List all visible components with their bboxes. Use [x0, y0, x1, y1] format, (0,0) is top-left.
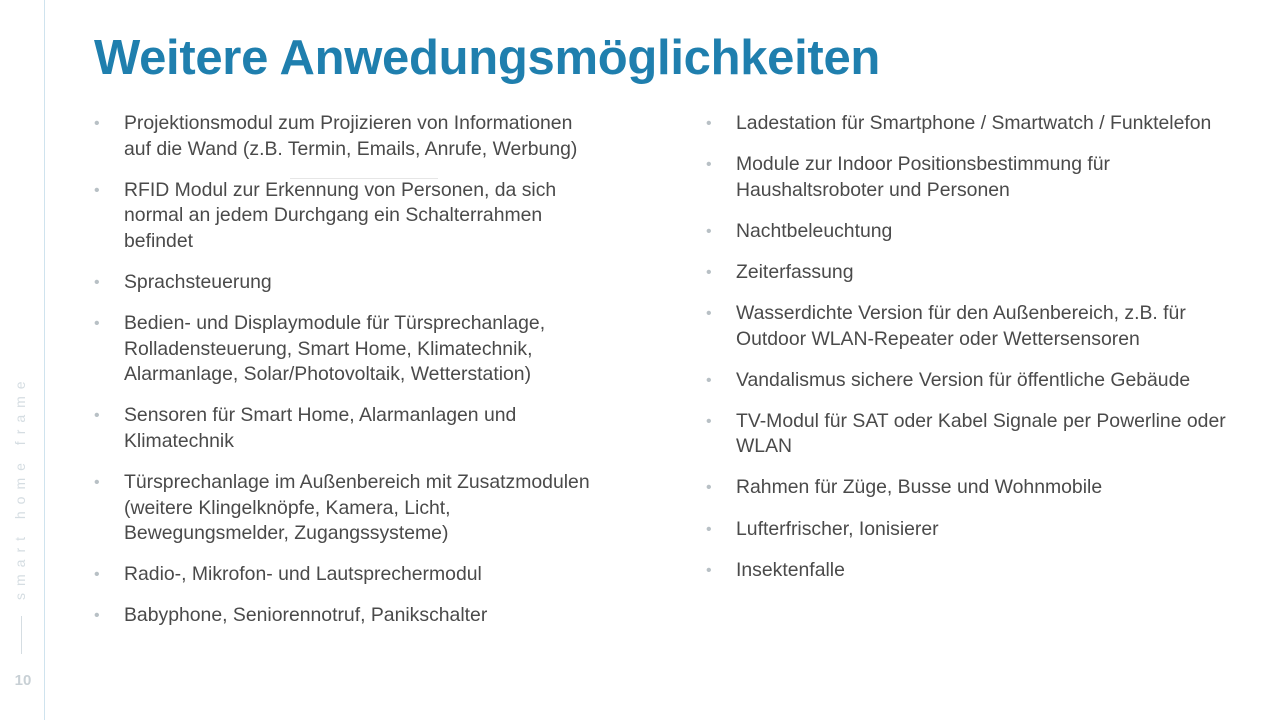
bullet-icon: • — [706, 263, 712, 281]
list-item-text: RFID Modul zur Erkennung von Personen, da sich normal an jedem Durchgang ein Schalterrahmen befindet — [124, 178, 557, 252]
list-item — [706, 368, 1236, 394]
bullet-icon: • — [706, 561, 712, 579]
list-item-text: Projektionsmodul zum Projizieren von Informationen auf die Wand (z.B. Termin, Emails, Anrufe, Werbung) — [124, 112, 578, 160]
list-item-text: Rahmen für Züge, Busse und Wohnmobile — [736, 476, 1103, 499]
bullet-icon: • — [706, 371, 712, 389]
bullet-icon: • — [706, 412, 712, 430]
list-item-text: Lufterfrischer, Ionisierer — [736, 517, 939, 540]
bullet-icon: • — [94, 115, 100, 132]
bullet-icon: • — [706, 304, 712, 322]
bullet-icon: • — [94, 181, 100, 199]
list-item — [94, 270, 594, 296]
side-divider-line — [44, 0, 45, 720]
list-item-text: Radio-, Mikrofon- und Lautsprechermodul — [124, 563, 482, 586]
bullet-icon: • — [706, 520, 712, 538]
list-item-text: Wasserdichte Version für den Außenbereich, z.B. für Outdoor WLAN-Repeater oder Wettersensoren — [736, 301, 1186, 350]
bullet-icon: • — [94, 566, 100, 584]
bullet-icon: • — [706, 156, 712, 174]
list-item — [706, 260, 1236, 286]
list-item-text: Zeiterfassung — [736, 260, 854, 283]
list-item-text: Babyphone, Seniorennotruf, Panikschalter — [124, 604, 488, 627]
bullet-icon: • — [94, 315, 100, 333]
list-item — [94, 562, 594, 588]
list-item — [706, 152, 1236, 203]
list-item — [94, 603, 594, 629]
list-item — [706, 111, 1236, 137]
list-item-text: TV-Modul für SAT oder Kabel Signale per Powerline oder WLAN — [736, 409, 1226, 458]
slide-title: Weitere Anwedungsmöglichkeiten — [94, 31, 881, 85]
list-item — [706, 219, 1236, 245]
right-bullet-list — [706, 111, 1236, 599]
bullet-icon: • — [706, 479, 712, 497]
list-item — [706, 475, 1236, 501]
list-item — [94, 178, 594, 255]
list-item-text: Sensoren für Smart Home, Alarmanlagen und Klimatechnik — [124, 404, 517, 452]
list-item — [706, 558, 1236, 584]
list-item-text: Ladestation für Smartphone / Smartwatch / Funktelefon — [736, 112, 1212, 134]
bullet-icon: • — [706, 222, 712, 240]
bullet-icon: • — [94, 607, 100, 625]
list-item-text: Module zur Indoor Positionsbestimmung für Haushaltsroboter und Personen — [736, 153, 1110, 201]
side-brand-label: smart home frame — [12, 374, 28, 600]
side-dash — [21, 616, 22, 654]
bullet-icon: • — [706, 115, 712, 132]
list-item — [94, 470, 594, 547]
list-item-text: Nachtbeleuchtung — [736, 219, 893, 242]
list-item-text: Vandalismus sichere Version für öffentliche Gebäude — [736, 368, 1191, 391]
bullet-icon: • — [94, 474, 100, 492]
list-item — [706, 409, 1236, 460]
list-item-text: Türsprechanlage im Außenbereich mit Zusatzmodulen (weitere Klingelknöpfe, Kamera, Licht, Bewegungsmelder, Zugangssysteme) — [124, 471, 590, 545]
page-number: 10 — [14, 672, 32, 689]
list-item-text: Insektenfalle — [736, 558, 845, 581]
list-item-text: Bedien- und Displaymodule für Türsprechanlage, Rolladensteuerung, Smart Home, Klimatechnik, Alarmanlage, Solar/Photovoltaik, Wetterstation) — [124, 312, 546, 386]
bullet-icon: • — [94, 407, 100, 425]
list-item — [94, 111, 594, 162]
list-item — [706, 301, 1236, 352]
bullet-icon: • — [94, 273, 100, 291]
list-item — [94, 311, 594, 388]
left-bullet-list — [94, 111, 594, 645]
list-item — [706, 517, 1236, 543]
list-item-text: Sprachsteuerung — [124, 270, 272, 293]
list-item — [94, 403, 594, 454]
